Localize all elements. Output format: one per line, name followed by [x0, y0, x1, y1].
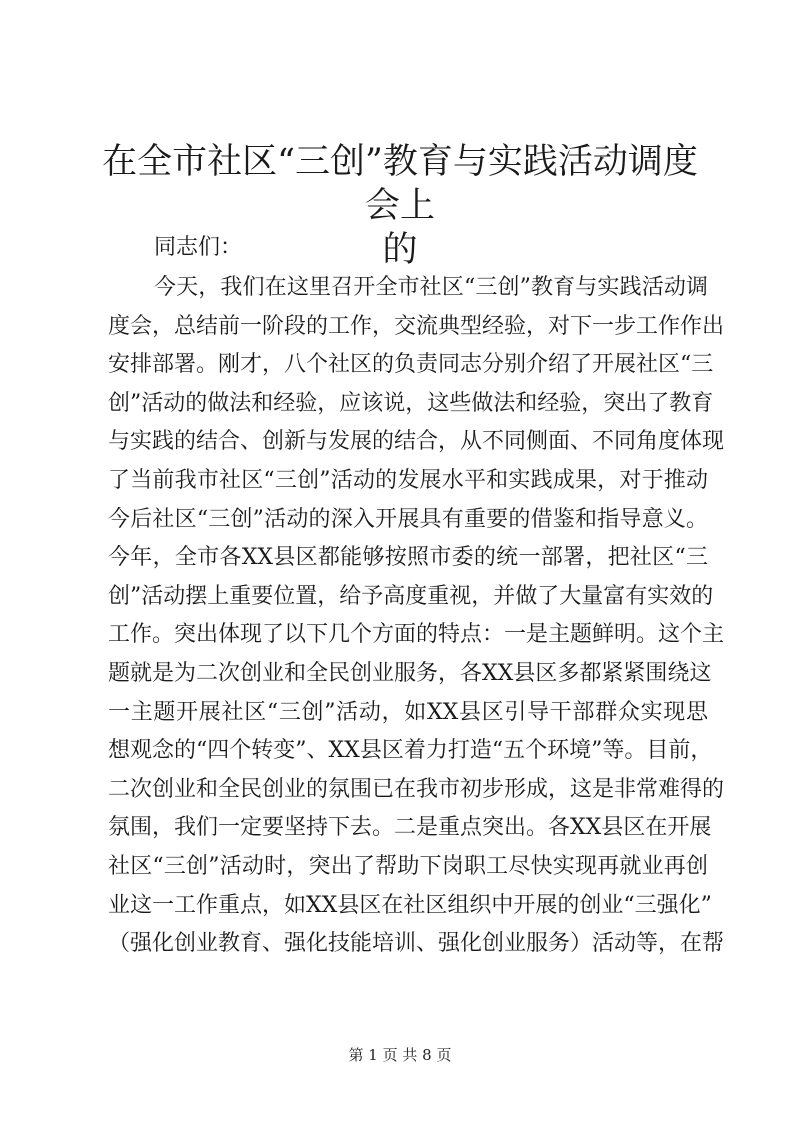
body-line: 题就是为二次创业和全民创业服务，各XX县区多都紧紧围绕这 [108, 660, 712, 686]
title-line-1: 在全市社区“三创”教育与实践活动调度会上 [102, 142, 698, 226]
body-line: 了当前我市社区“三创”活动的发展水平和实践成果，对于推动 [108, 467, 708, 493]
body-line: 今后社区“三创”活动的深入开展具有重要的借鉴和指导意义。 [108, 506, 708, 532]
body-line: 安排部署。刚才，八个社区的负责同志分别介绍了开展社区“三 [108, 352, 714, 378]
body-line: 今年，全市各XX县区都能够按照市委的统一部署，把社区“三 [108, 545, 708, 571]
body-line: 一主题开展社区“三创”活动，如XX县区引导干部群众实现思 [108, 699, 708, 725]
title-line-2: 的 [382, 230, 418, 270]
body-line: 想观念的“四个转变”、XX县区着力打造“五个环境”等。目前， [108, 738, 713, 764]
body-line: 度会，总结前一阶段的工作，交流典型经验，对下一步工作作出 [108, 313, 725, 339]
body-text [108, 269, 725, 964]
body-line: 业这一工作重点，如XX县区在社区组织中开展的创业“三强化” [108, 892, 712, 918]
body-line: 创”活动摆上重要位置，给予高度重视，并做了大量富有实效的 [108, 583, 714, 609]
body-line: （强化创业教育、强化技能培训、强化创业服务）活动等，在帮 [108, 931, 725, 957]
salutation: 同志们： [154, 235, 243, 260]
body-line: 工作。突出体现了以下几个方面的特点：一是主题鲜明。这个主 [108, 622, 725, 648]
body-line: 今天，我们在这里召开全市社区“三创”教育与实践活动调 [154, 275, 708, 300]
body-line: 与实践的结合、创新与发展的结合，从不同侧面、不同角度体现 [108, 429, 725, 455]
page-footer: 第 1 页 共 8 页 [348, 1046, 452, 1064]
body-line: 社区“三创”活动时，突出了帮助下岗职工尽快实现再就业再创 [108, 853, 708, 879]
body-line: 氛围，我们一定要坚持下去。二是重点突出。各XX县区在开展 [108, 815, 712, 841]
body-line: 创”活动的做法和经验，应该说，这些做法和经验，突出了教育 [108, 390, 714, 416]
body-line: 二次创业和全民创业的氛围已在我市初步形成，这是非常难得的 [108, 776, 725, 802]
